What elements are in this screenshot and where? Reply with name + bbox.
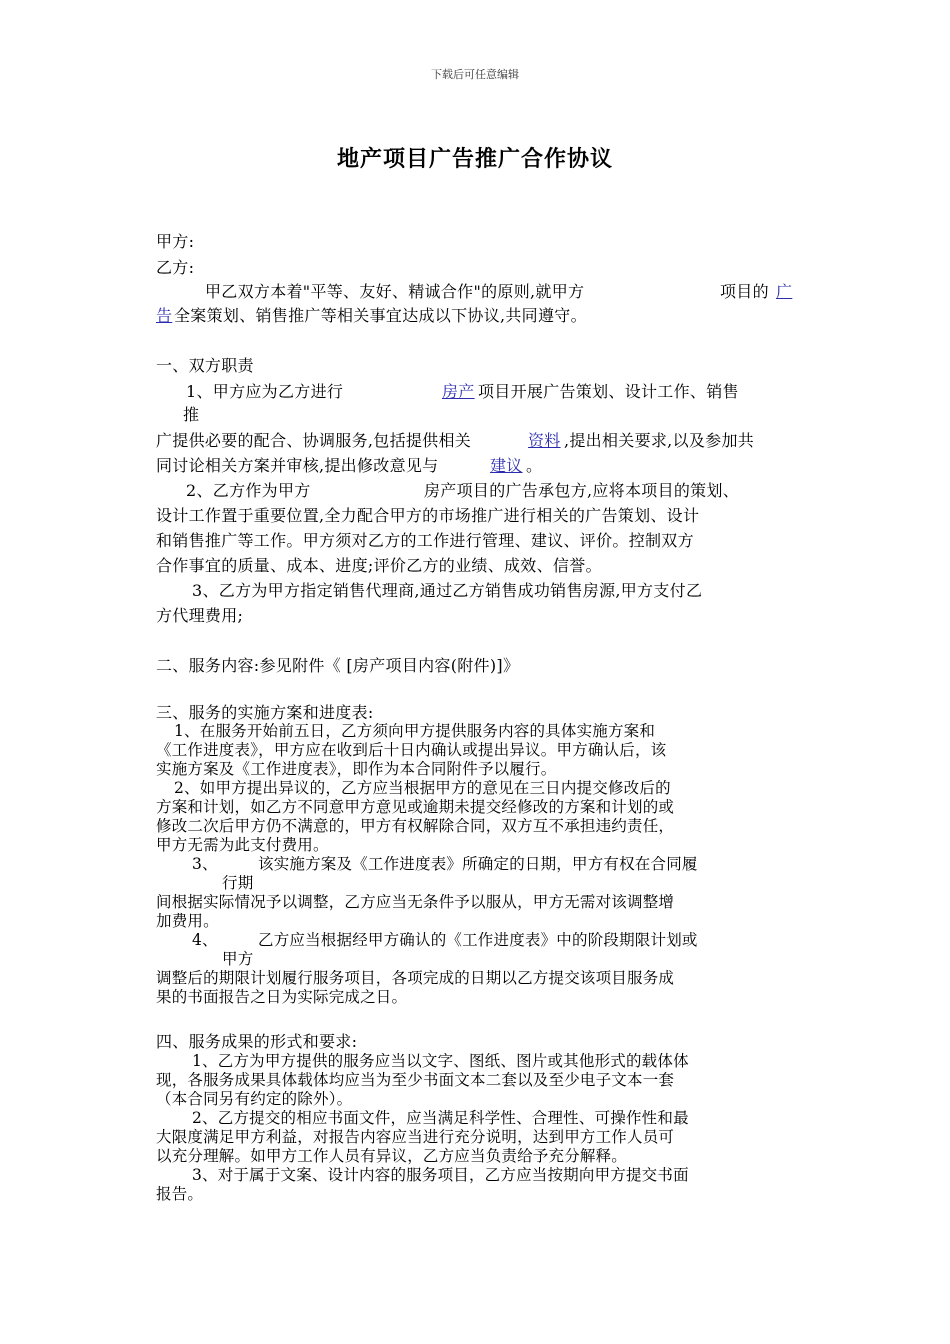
s1-link-materials[interactable]: 资料 <box>528 431 561 450</box>
party-b-label: 乙方: <box>156 258 195 277</box>
s3-a3: 实施方案及《工作进度表》，即作为本合同附件予以履行。 <box>156 760 557 778</box>
s3-a1: 1、在服务开始前五日，乙方须向甲方提供服务内容的具体实施方案和 <box>174 722 656 740</box>
s3-d1b: 乙方应当根据经甲方确认的《工作进度表》中的阶段期限计划或 <box>258 931 698 949</box>
intro-text-2: 全案策划、销售推广等相关事宜达成以下协议,共同遵守。 <box>174 306 587 325</box>
s1-p2e: 合作事宜的质量、成本、进度;评价乙方的业绩、成效、信誉。 <box>156 556 602 575</box>
s4-c2: 报告。 <box>156 1185 204 1203</box>
section-2-heading: 二、服务内容:参见附件《 [房产项目内容(附件)]》 <box>156 656 520 675</box>
intro-link-ad-2[interactable]: 告 <box>156 306 173 325</box>
s4-a1: 1、乙方为甲方提供的服务应当以文字、图纸、图片或其他形式的载体体 <box>192 1052 689 1070</box>
s1-p1c: 推 <box>183 405 200 424</box>
s4-b3: 以充分理解。如甲方工作人员有异议，乙方应当负责给予充分解释。 <box>156 1147 628 1165</box>
s3-c3: 加费用。 <box>156 912 219 930</box>
s4-c1: 3、对于属于文案、设计内容的服务项目，乙方应当按期向甲方提交书面 <box>192 1166 689 1184</box>
s1-p2c: 设计工作置于重要位置,全力配合甲方的市场推广进行相关的广告策划、设计 <box>156 506 700 525</box>
s3-c1b: 该实施方案及《工作进度表》所确定的日期，甲方有权在合同履 <box>258 855 698 873</box>
section-4-heading: 四、服务成果的形式和要求: <box>156 1032 358 1051</box>
s3-b1: 2、如甲方提出异议的，乙方应当根据甲方的意见在三日内提交修改后的 <box>174 779 671 797</box>
s3-c1c: 行期 <box>222 874 254 892</box>
intro-text: 甲乙双方本着"平等、友好、精诚合作"的原则,就甲方 <box>205 282 585 301</box>
s4-a2: 现，各服务成果具体载体均应当为至少书面文本二套以及至少电子文本一套 <box>156 1071 675 1089</box>
s4-b1: 2、乙方提交的相应书面文件，应当满足科学性、合理性、可操作性和最 <box>192 1109 689 1127</box>
s1-p2d: 和销售推广等工作。甲方须对乙方的工作进行管理、建议、评价。控制双方 <box>156 531 694 550</box>
intro-text-b: 项目的 <box>720 282 769 301</box>
document-title: 地产项目广告推广合作协议 <box>336 147 613 172</box>
s3-d3: 果的书面报告之日为实际完成之日。 <box>156 988 408 1006</box>
s3-b2: 方案和计划，如乙方不同意甲方意见或逾期未提交经修改的方案和计划的或 <box>156 798 675 816</box>
s3-b4: 甲方无需为此支付费用。 <box>156 836 329 854</box>
s1-p1d: 广提供必要的配合、协调服务,包括提供相关 <box>156 431 472 450</box>
s1-p1f: 同讨论相关方案并审核,提出修改意见与 <box>156 456 439 475</box>
s3-d2: 调整后的期限计划履行服务项目，各项完成的日期以乙方提交该项目服务成 <box>156 969 675 987</box>
s1-p1b: 项目开展广告策划、设计工作、销售 <box>478 382 739 401</box>
s1-p2: 2、乙方作为甲方 <box>186 481 311 500</box>
page-header: 下载后可任意编辑 <box>431 68 519 81</box>
s4-b2: 大限度满足甲方利益，对报告内容应当进行充分说明，达到甲方工作人员可 <box>156 1128 675 1146</box>
s3-c1: 3、 <box>192 855 218 873</box>
s1-p3: 3、乙方为甲方指定销售代理商,通过乙方销售成功销售房源,甲方支付乙 <box>192 581 703 600</box>
s1-p1g: 。 <box>526 456 543 475</box>
s3-a2: 《工作进度表》，甲方应在收到后十日内确认或提出异议。甲方确认后，该 <box>156 741 667 759</box>
s1-p3b: 方代理费用; <box>156 606 244 625</box>
s3-d1c: 甲方 <box>222 950 254 968</box>
s3-c2: 间根据实际情况予以调整，乙方应当无条件予以服从，甲方无需对该调整增 <box>156 893 675 911</box>
s1-p1e: ,提出相关要求,以及参加共 <box>564 431 755 450</box>
s1-p1: 1、甲方应为乙方进行 <box>186 382 344 401</box>
s3-b3: 修改二次后甲方仍不满意的，甲方有权解除合同，双方互不承担违约责任， <box>156 817 675 835</box>
section-1-heading: 一、双方职责 <box>156 356 254 375</box>
intro-link-ad[interactable]: 广 <box>776 282 793 301</box>
s3-d1: 4、 <box>192 931 218 949</box>
s1-p2b: 房产项目的广告承包方,应将本项目的策划、 <box>424 481 740 500</box>
s4-a3: （本合同另有约定的除外）。 <box>156 1090 353 1108</box>
section-3-heading: 三、服务的实施方案和进度表: <box>156 703 374 722</box>
s1-link-advice[interactable]: 建议 <box>490 456 523 475</box>
party-a-label: 甲方: <box>156 232 195 251</box>
s1-link-property[interactable]: 房产 <box>442 382 475 401</box>
